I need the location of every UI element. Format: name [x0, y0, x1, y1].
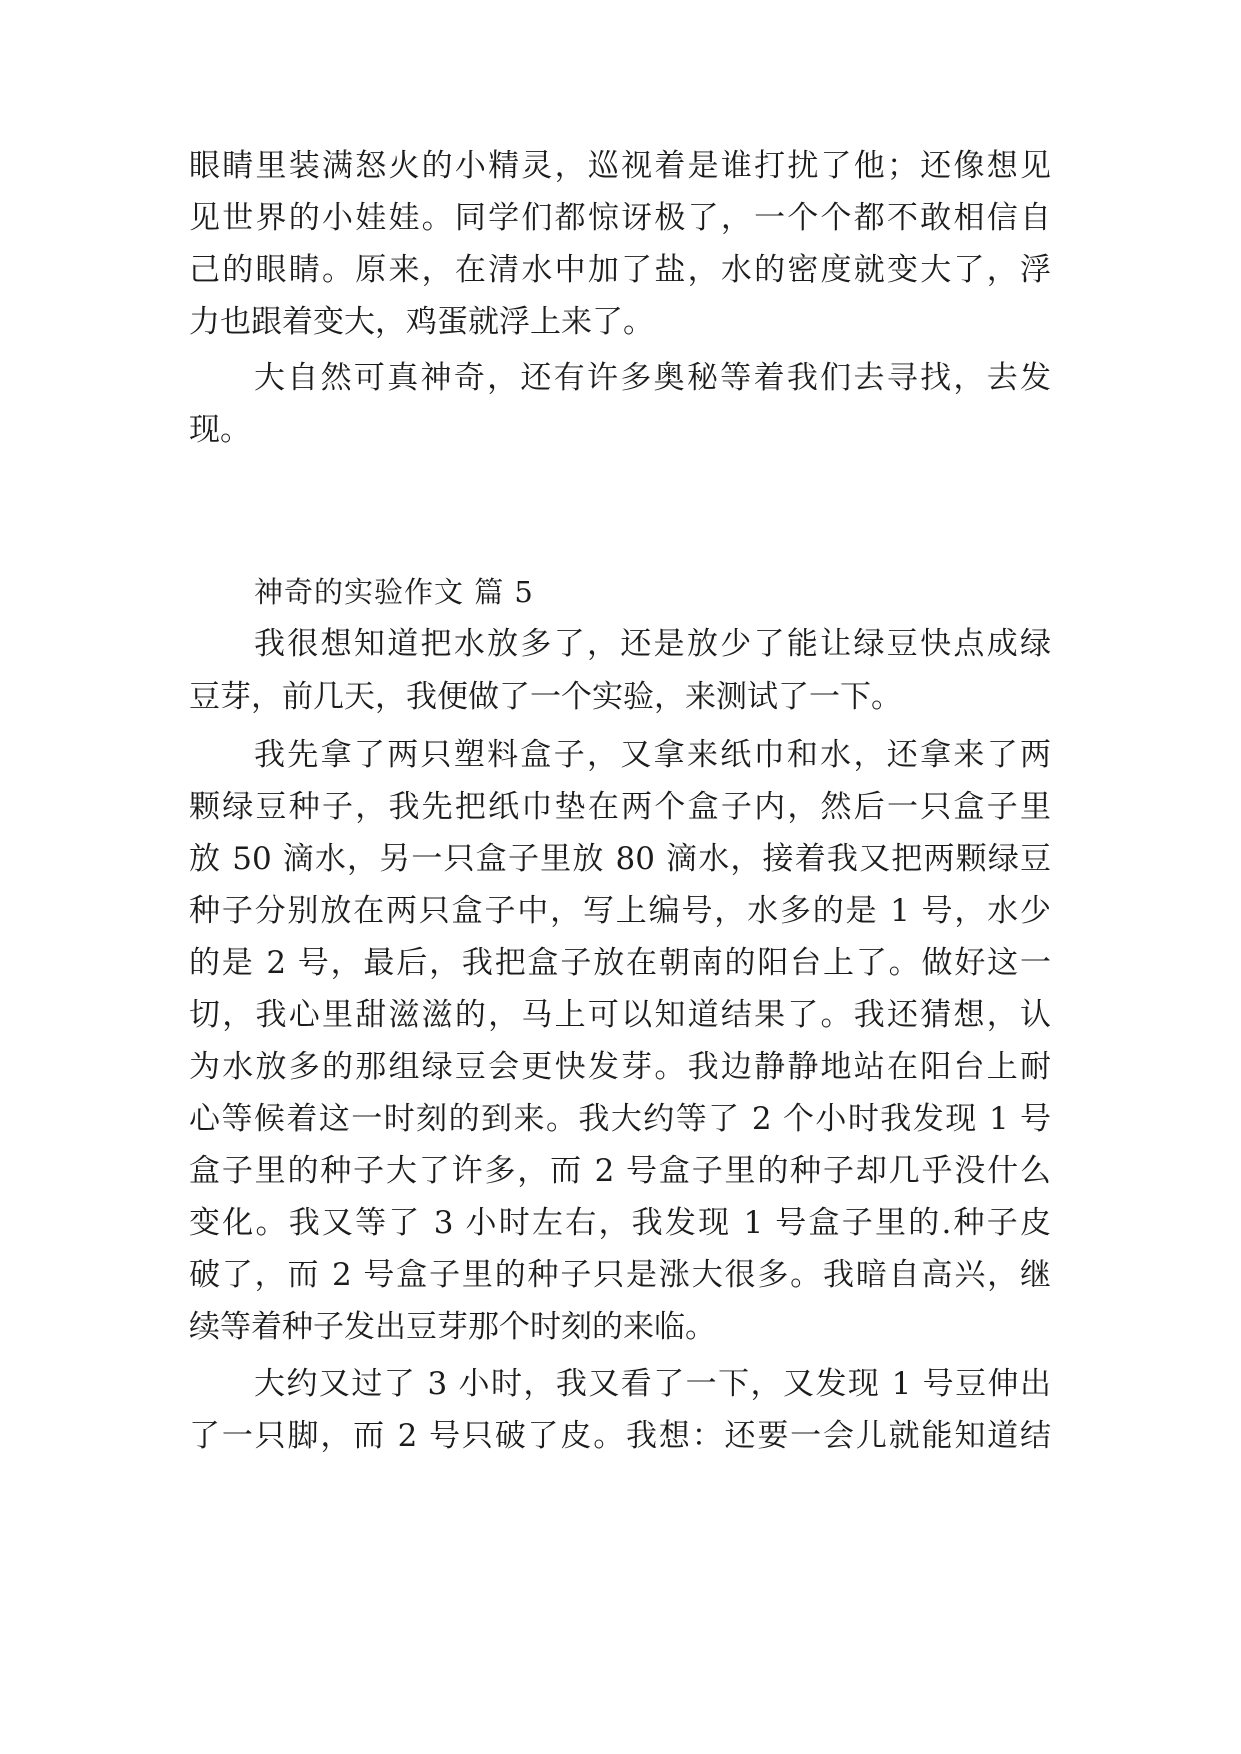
text-line: 切，我心里甜滋滋的，马上可以知道结果了。我还猜想，认	[189, 997, 1051, 1033]
text-line: 我先拿了两只塑料盒子，又拿来纸巾和水，还拿来了两	[254, 737, 1051, 773]
text-line: 己的眼睛。原来，在清水中加了盐，水的密度就变大了，浮	[189, 252, 1051, 288]
text-line: 眼睛里装满怒火的小精灵，巡视着是谁打扰了他；还像想见	[189, 148, 1051, 184]
text-line: 盒子里的种子大了许多，而 2 号盒子里的种子却几乎没什么	[189, 1153, 1051, 1189]
text-line: 破了，而 2 号盒子里的种子只是涨大很多。我暗自高兴，继	[189, 1257, 1051, 1293]
text-line: 见世界的小娃娃。同学们都惊讶极了，一个个都不敢相信自	[189, 200, 1051, 236]
text-line: 变化。我又等了 3 小时左右，我发现 1 号盒子里的.种子皮	[189, 1205, 1051, 1241]
text-line: 续等着种子发出豆芽那个时刻的来临。	[189, 1309, 716, 1345]
text-line: 种子分别放在两只盒子中，写上编号，水多的是 1 号，水少	[189, 893, 1051, 929]
text-line: 大约又过了 3 小时，我又看了一下，又发现 1 号豆伸出	[254, 1366, 1051, 1402]
text-line: 放 50 滴水，另一只盒子里放 80 滴水，接着我又把两颗绿豆	[189, 841, 1051, 877]
text-line: 力也跟着变大，鸡蛋就浮上来了。	[189, 304, 654, 340]
text-line: 颗绿豆种子，我先把纸巾垫在两个盒子内，然后一只盒子里	[189, 789, 1051, 825]
text-line: 为水放多的那组绿豆会更快发芽。我边静静地站在阳台上耐	[189, 1049, 1051, 1085]
text-line: 现。	[189, 412, 251, 448]
text-line: 我很想知道把水放多了，还是放少了能让绿豆快点成绿	[254, 626, 1051, 662]
text-line: 了一只脚，而 2 号只破了皮。我想：还要一会儿就能知道结	[189, 1418, 1051, 1454]
text-line: 的是 2 号，最后，我把盒子放在朝南的阳台上了。做好这一	[189, 945, 1051, 981]
section-heading: 神奇的实验作文 篇 5	[254, 575, 534, 609]
text-line: 心等候着这一时刻的到来。我大约等了 2 个小时我发现 1 号	[189, 1101, 1051, 1137]
text-line: 豆芽，前几天，我便做了一个实验，来测试了一下。	[189, 679, 902, 715]
text-line: 大自然可真神奇，还有许多奥秘等着我们去寻找，去发	[254, 360, 1051, 396]
